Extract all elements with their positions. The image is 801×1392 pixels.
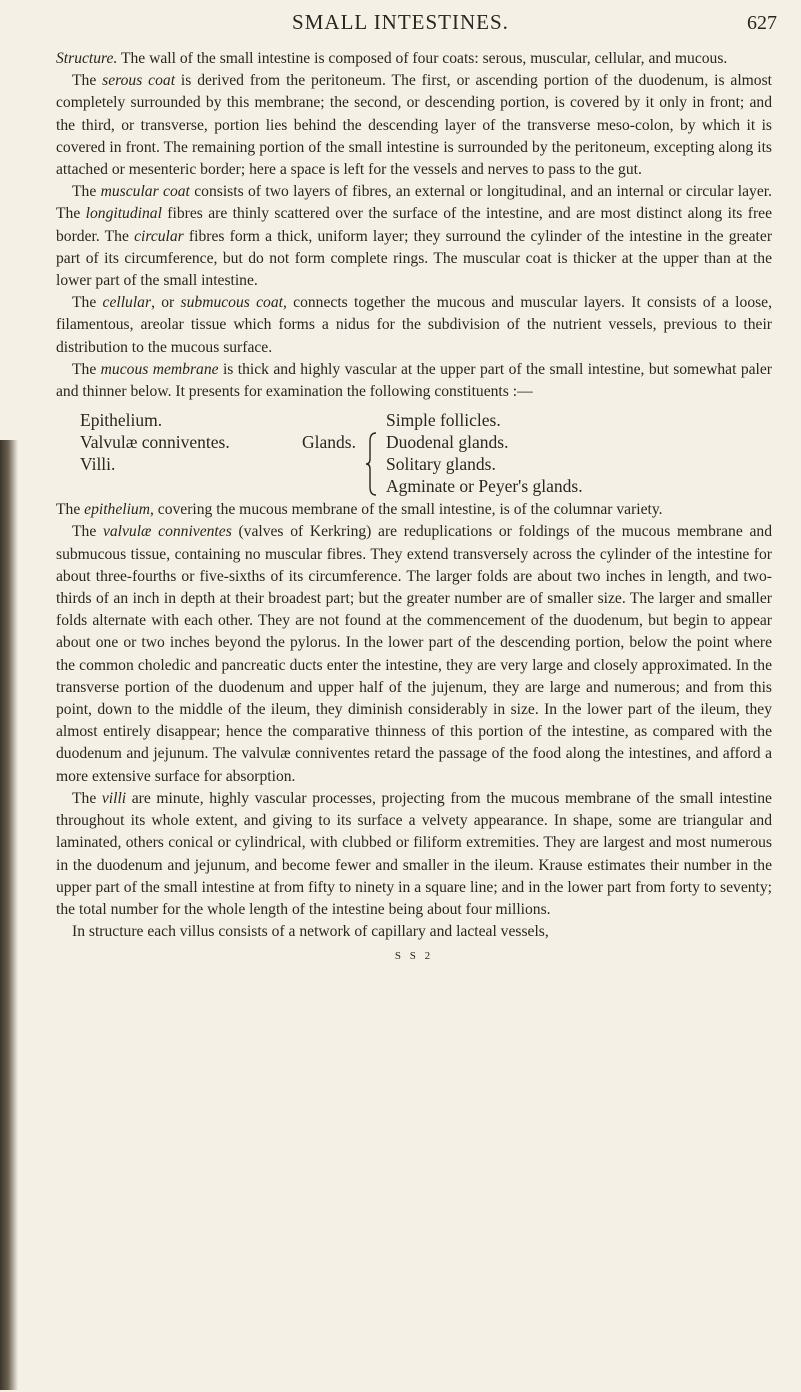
constituent-item: Simple follicles.: [386, 410, 501, 431]
paragraph-villi: The villi are minute, highly vascular processes, projecting from the mucous membrane of the small intestine throughout its whole extent, and giving to its surface a velvety appearance. In shape, some are triangular and laminated, others conical or cylindrical, with clubbed or filiform extremities. They are largest and most numerous in the duodenum and jejunum, and become fewer and smaller in the ileum. Krause estimates their number in the upper part of the small intestine at from fifty to ninety in a square line; and in the lower part from forty to seventy; the total number for the whole length of the intestine being about four millions.: [56, 789, 772, 918]
glands-brace: [364, 431, 378, 497]
gland-item: Duodenal glands.: [386, 432, 509, 453]
page-gutter-shadow: [0, 440, 18, 1390]
paragraph-villus-structure: In structure each villus consists of a network of capillary and lacteal vessels,: [72, 923, 549, 941]
paragraph-cellular-coat: The cellular, or submucous coat, connects together the mucous and muscular layers. It consists of a loose, filamentous, areolar tissue which forms a nidus for the subdivision of the nutrient vessels, previous to their distribution to the mucous surface.: [56, 294, 772, 356]
paragraph-serous-coat: The serous coat is derived from the peritoneum. The first, or ascending portion of the duodenum, is almost completely surrounded by this membrane; the second, or descending portion, is covered by it only in front; and the third, or transverse, portion lies behind the descending layer of the transverse meso-colon, by which it is covered in front. The remaining portion of the small intestine is surrounded by the peritoneum, excepting along its attached or mesenteric border; here a space is left for the vessels and nerves to pass to the gut.: [56, 72, 772, 179]
running-title: SMALL INTESTINES.: [292, 10, 509, 34]
constituents-list: [56, 409, 772, 499]
constituent-item: Epithelium.: [80, 410, 163, 431]
page-number: 627: [747, 12, 777, 34]
gland-item: Solitary glands.: [386, 454, 496, 475]
gland-item: Agminate or Peyer's glands.: [386, 476, 583, 497]
constituents-right-column: [386, 409, 583, 497]
constituents-left-column: [80, 409, 230, 475]
paragraph-structure: Structure. The wall of the small intestine is composed of four coats: serous, muscular, cellular, and mucous.: [56, 50, 728, 67]
glands-label: Glands.: [302, 432, 356, 453]
printer-signature: S S 2: [394, 950, 434, 963]
body-text: [56, 48, 772, 968]
constituent-item: Valvulæ conniventes.: [80, 432, 230, 453]
constituent-item: Villi.: [80, 454, 116, 475]
paragraph-epithelium: The epithelium, covering the mucous membrane of the small intestine, is of the columnar variety.: [56, 501, 663, 519]
paragraph-mucous-membrane: The mucous membrane is thick and highly vascular at the upper part of the small intestine, but somewhat paler and thinner below. It presents for examination the following constituents :—: [56, 360, 773, 401]
paragraph-muscular-coat: The muscular coat consists of two layers of fibres, an external or longitudinal, and an internal or circular layer. The longitudinal fibres are thinly scattered over the surface of the intestine, and are most distinct along its free border. The circular fibres form a thick, uniform layer; they surround the cylinder of the intestine in the greater part of its circumference, but do not form complete rings. The muscular coat is thicker at the upper than at the lower part of the small intestine.: [56, 183, 773, 290]
paragraph-valvulae-conniventes: The valvulæ conniventes (valves of Kerkring) are reduplications or foldings of the mucous membrane and submucous tissue, containing no muscular fibres. They extend transversely across the cylinder of the intestine for about three-fourths or five-sixths of its circumference. The larger folds are about two inches in length, and two-thirds of an inch in depth at their broadest part; but the greater number are of smaller size. The larger and smaller folds alternate with each other. They are not found at the commencement of the duodenum, but begin to appear about one or two inches beyond the pylorus. In the lower part of the descending portion, below the point where the common choledic and pancreatic ducts enter the intestine, they are very large and closely approximated. In the transverse portion of the duodenum and upper half of the jujenum, they are large and numerous; and from this point, down to the middle of the ileum, they diminish considerably in size. In the lower part of the ileum, they almost entirely disappear; hence the comparative thinness of this portion of the intestine, as compared with the duodenum and jejunum. The valvulæ conniventes retard the passage of the food along the intestines, and afford a more extensive surface for absorption.: [56, 523, 772, 785]
page-header: [0, 6, 801, 42]
